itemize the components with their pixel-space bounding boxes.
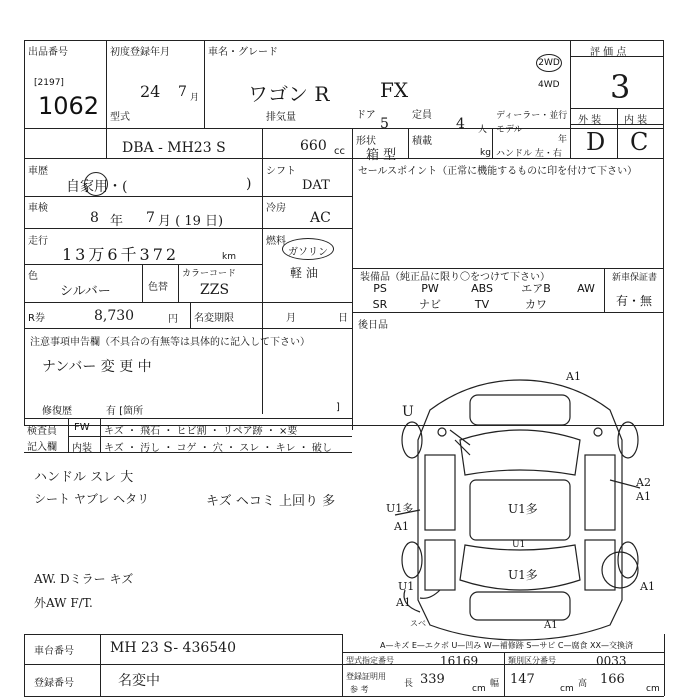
- model-year-unit: 年: [558, 135, 568, 145]
- damage-legend: A—キズ E—エクボ U—凹み W—補修跡 S—サビ C—腐食 XX—交換済: [380, 641, 634, 650]
- equipment-item: ナビ: [419, 298, 441, 311]
- equipment-item: カワ: [525, 298, 547, 311]
- divider: [24, 634, 342, 635]
- mark-a1-rear-left: A1: [396, 596, 411, 609]
- width: 147: [510, 672, 535, 687]
- height-label: 高: [578, 679, 588, 689]
- ref-label-1: 登録証明用: [346, 672, 386, 681]
- length: 339: [420, 672, 445, 687]
- mark-a1-top: A1: [566, 370, 581, 383]
- model: DBA - MH23 S: [122, 140, 226, 156]
- width-label: 幅: [490, 679, 500, 689]
- first-reg-year: 24: [140, 82, 161, 101]
- capacity-label: 定員: [412, 110, 432, 121]
- title-change-month: 月: [286, 313, 296, 324]
- title-change-day: 日: [338, 313, 348, 324]
- notes-text: ナンバー 変 更 中: [42, 359, 152, 375]
- load-unit: kg: [480, 148, 491, 158]
- exterior-label: 外 装: [578, 115, 602, 126]
- first-reg-month-unit: 月: [190, 93, 200, 103]
- fuel-label: 燃料: [266, 236, 286, 247]
- mark-u1-rear-left: U1: [398, 580, 415, 593]
- color: シルバー: [60, 284, 111, 299]
- divider: [24, 696, 664, 697]
- lot-label: 出品番号: [28, 47, 68, 58]
- inspection-month: 7: [146, 210, 155, 226]
- capacity-unit: 人: [478, 125, 488, 135]
- width-unit: cm: [560, 684, 574, 694]
- dealer-label: ディーラー・並行: [496, 111, 568, 121]
- recycle: 8,730: [94, 308, 135, 324]
- usage: 自家用・(: [66, 179, 128, 195]
- usage-close: ): [246, 176, 252, 192]
- mark-spoiler: スベ: [410, 619, 426, 628]
- displacement-unit: cc: [334, 146, 345, 157]
- inspection-year: 8: [90, 210, 99, 226]
- mark-u1-left: U1多: [386, 502, 414, 515]
- car-name-label: 車名・グレード: [208, 47, 278, 58]
- mark-u: U: [402, 404, 414, 420]
- equipment-item: エアB: [521, 282, 551, 295]
- sales-label: セールスポイント（正常に機能するものに印を付けて下さい）: [358, 166, 638, 177]
- exterior-score: D: [586, 128, 606, 156]
- doors: 5: [380, 116, 389, 132]
- first-reg-label: 初度登録年月: [110, 47, 170, 58]
- note-line-3: キズ ヘコミ 上回り 多: [206, 494, 336, 509]
- equipment-item: SR: [372, 298, 388, 311]
- mark-u1-rear: U1多: [508, 568, 538, 582]
- repair-value: 有 [箇所: [106, 406, 144, 417]
- height-unit: cm: [646, 684, 660, 694]
- divider: [100, 634, 101, 696]
- car-name: ワゴン R: [248, 82, 330, 106]
- color-code-label: カラーコード: [182, 269, 237, 279]
- recycle-unit: 円: [168, 314, 178, 325]
- shape-label: 形状: [356, 136, 376, 147]
- inspection-day: 月 ( 19 日): [158, 214, 224, 229]
- color-code: ZZS: [200, 282, 230, 298]
- inspection-year-unit: 年: [110, 214, 124, 229]
- equipment-item: AW: [577, 282, 595, 295]
- note-line-5: 外AW F/T.: [34, 596, 93, 610]
- int-text: キズ ・ 汚し ・ コゲ ・ 穴 ・ スレ ・ キレ ・ 破し: [104, 443, 332, 454]
- doors-label: ドア: [356, 110, 376, 121]
- fw-text: キズ ・ 飛石 ・ ヒビ割 ・ リペア跡 ・ ×要: [104, 426, 298, 437]
- handle-label: ハンドル 左・右: [496, 149, 562, 159]
- int-label: 内装: [72, 443, 92, 454]
- repaint-label: 色替: [148, 282, 168, 293]
- height: 166: [600, 672, 625, 687]
- equipment-item: ABS: [471, 282, 493, 295]
- usage-label: 車歴: [28, 166, 48, 177]
- divider: [342, 652, 664, 653]
- lot-small: [2197]: [34, 78, 64, 88]
- reg: 名変中: [118, 673, 160, 689]
- first-reg-month: 7: [178, 84, 187, 100]
- ref-label-2: 参 考: [350, 685, 369, 694]
- note-line-1: ハンドル スレ 大: [34, 470, 134, 485]
- displacement: 660: [300, 138, 327, 154]
- equipment-item: TV: [474, 298, 490, 311]
- mark-a1-bottom: A1: [544, 620, 558, 631]
- title-change-label: 名変期限: [194, 313, 234, 324]
- drive-4wd: 4WD: [538, 80, 560, 90]
- equipment-item: PW: [421, 282, 439, 295]
- model-label: 型式: [110, 112, 130, 123]
- fuel-diesel: 軽 油: [290, 266, 318, 280]
- ac-label: 冷房: [266, 203, 286, 214]
- note-line-4: AW. Dミラー キズ: [34, 572, 134, 586]
- model-year-label: モデル: [496, 125, 523, 135]
- load-label: 積載: [412, 136, 432, 147]
- divider: [664, 634, 665, 696]
- warranty-label: 新車保証書: [612, 273, 658, 283]
- grade: FX: [380, 78, 409, 102]
- mark-u1-small: U1: [512, 540, 526, 550]
- divider: [504, 652, 505, 696]
- notes-title: 注意事項申告欄（不具合の有無等は具体的に記入して下さい）: [30, 337, 310, 348]
- shift: DAT: [302, 178, 330, 193]
- mark-u1-center: U1多: [508, 502, 538, 516]
- repair-close: ]: [336, 402, 340, 413]
- color-label: 色: [28, 271, 38, 282]
- length-unit: cm: [472, 684, 486, 694]
- capacity: 4: [456, 116, 465, 132]
- mark-a2: A2: [636, 476, 651, 489]
- score: 3: [610, 68, 631, 106]
- delivery-label: 後日品: [358, 320, 388, 331]
- chassis: MH 23 S- 436540: [110, 640, 236, 656]
- divider: [24, 634, 25, 696]
- drive-2wd-circled: 2WD: [536, 54, 562, 72]
- category-label: 類別区分番号: [508, 656, 556, 665]
- type-designation: 16169: [440, 654, 479, 668]
- reg-label: 登録番号: [34, 678, 74, 689]
- entry-label: 記入欄: [27, 442, 57, 453]
- mark-a1-left: A1: [394, 520, 409, 533]
- mileage-label: 走行: [28, 236, 48, 247]
- type-designation-label: 型式指定番号: [346, 656, 394, 665]
- recycle-label: R券: [28, 313, 45, 324]
- divider: [342, 634, 343, 696]
- mileage-unit: km: [222, 252, 236, 262]
- note-line-2: シート ヤブレ ヘタリ: [34, 492, 150, 506]
- mark-a1-right: A1: [636, 490, 651, 503]
- fw-label: FW: [74, 422, 90, 433]
- shift-label: シフト: [266, 166, 296, 177]
- score-label: 評 価 点: [590, 47, 627, 58]
- inspection-label: 車検: [28, 203, 48, 214]
- fuel-gas: ガソリン: [288, 247, 328, 258]
- mark-a1-rear-right: A1: [640, 580, 655, 593]
- repair-label: 修復歴: [42, 406, 72, 417]
- equipment-title: 装備品（純正品に限り〇をつけて下さい）: [360, 272, 550, 283]
- divider: [24, 664, 664, 665]
- ac: AC: [310, 210, 331, 226]
- interior-label: 内 装: [624, 115, 648, 126]
- shape: 箱 型: [366, 148, 397, 163]
- warranty-value: 有・無: [616, 294, 653, 308]
- interior-score: C: [630, 128, 649, 156]
- length-label: 長: [404, 679, 414, 689]
- lot-number: 1062: [38, 92, 100, 120]
- equipment-item: PS: [373, 282, 387, 295]
- mileage: 13万6千372: [62, 245, 180, 264]
- category: 0033: [596, 654, 627, 668]
- inspector-label: 検査員: [27, 426, 57, 437]
- displacement-label: 排気量: [266, 112, 296, 123]
- chassis-label: 車台番号: [34, 646, 74, 657]
